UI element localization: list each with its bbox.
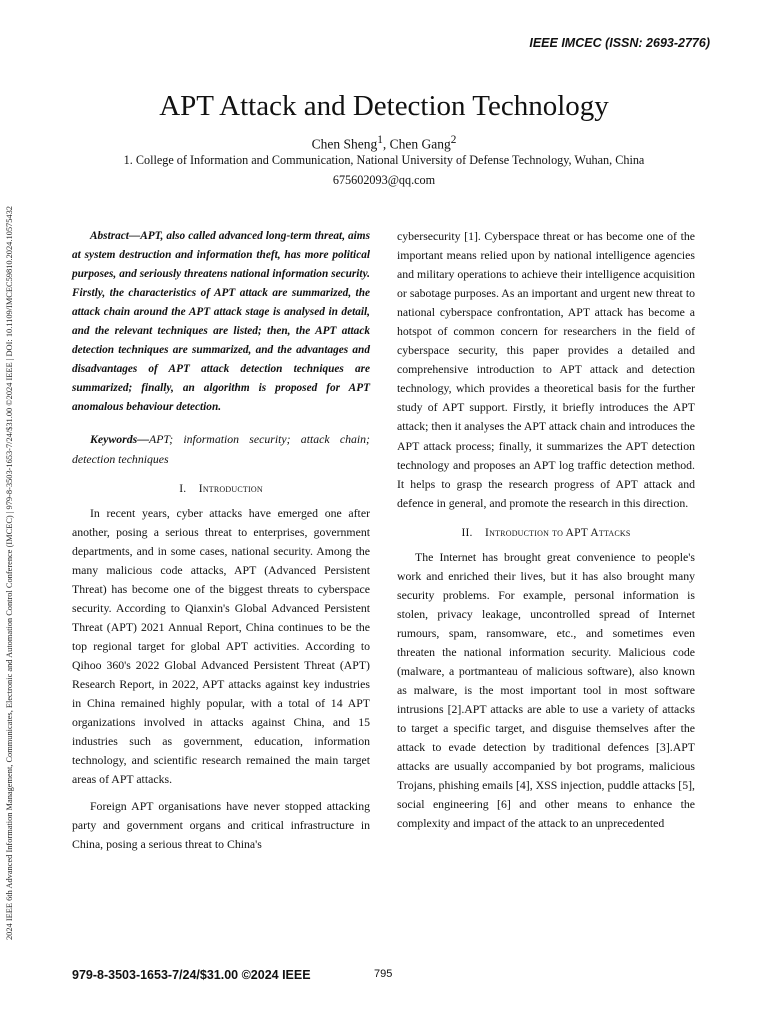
section-heading: II. Introduction to APT Attacks (461, 525, 631, 539)
abstract-head: Abstract— (90, 230, 141, 242)
author-name: Chen Sheng (311, 136, 378, 152)
affiliation: 1. College of Information and Communication, National University of Defense Technology, Wuhan, China (123, 153, 645, 167)
right-column (397, 227, 695, 833)
author-affil-mark: 1 (377, 134, 383, 146)
footer-copyright: 979-8-3503-1653-7/24/$31.00 ©2024 IEEE (72, 968, 311, 982)
body-paragraph: The Internet has brought great convenience to people's work and enriched their lives, but it has also brought many security problems. For example, personal information is stolen, privacy leakage, uncontrolled spread of Internet rumours, spam, ransomware, etc., and sometimes even threaten the national information security. Malicious code (malware, a portmanteau of malicious software), also known as malware, is the most important tool in most software intrusions [2].APT attacks are able to use a variety of attacks to target a specific target, and disguise themselves after the attack to evade detection by traditional defences [3].APT attacks are usually accompanied by bot programs, malicious Trojans, phishing emails [4], XSS injection, puddle attacks [5], social engineering [6] and other means to enhance the complexity and impact of the attack to an unprecedented (397, 549, 695, 831)
left-column (72, 227, 370, 854)
keywords (72, 430, 370, 468)
abstract-text: APT, also called advanced long-term threat, aims at system destruction and information theft, has more political purposes, and seriously threatens national information security. Firstly, the characteristics of APT attack are summarized, the attack chain around the APT attack stage is analysed in detail, and the relevant techniques are listed; then, the APT attack detection techniques are summarized, and the advantages and disadvantages of APT attack detection techniques are summarized; finally, an algorithm is proposed for APT anomalous behaviour detection. (72, 230, 370, 414)
body-paragraph: Foreign APT organisations have never stopped attacking party and government organs and critical infrastructure in China, posing a serious threat to China's (72, 799, 370, 852)
body-paragraph: In recent years, cyber attacks have emerged one after another, posing a serious threat to enterprises, government departments, and in some cases, national security. Among the many malicious code attacks, APT (Advanced Persistent Threat) has become one of the biggest threats to cyberspace security. According to Qianxin's Global Advanced Persistent Threat (APT) 2021 Annual Report, China continues to be the top regional target for global APT activities. According to Qihoo 360's 2022 Global Advanced Persistent Threat (APT) Research Report, in 2022, APT attacks against key industries in China remained highly popular, with a total of 14 APT organizations involved in attacks against China, and 15 industries such as government, education, information technology, and scientific research remained the main target areas of APT attacks. (72, 505, 370, 787)
author-email: 675602093@qq.com (332, 173, 436, 187)
keywords-text: APT; information security; attack chain; detection techniques (72, 432, 370, 466)
journal-header: IEEE IMCEC (ISSN: 2693-2776) (529, 36, 710, 50)
author-name: Chen Gang (389, 136, 451, 152)
keywords-head: Keywords— (90, 432, 149, 447)
paper-title: APT Attack and Detection Technology (159, 90, 609, 122)
body-paragraph: cybersecurity [1]. Cyberspace threat or has become one of the important means relied upon by national intelligence agencies and military operations to achieve their intelligence acquisition or sabotage purposes. As an important and urgent new threat to national cyberspace confrontation, APT attack has become a hotspot of common concern for researchers in the field of cyberspace security, this paper provides a detailed and comprehensive introduction to APT attack and detection technology, which provides a theoretical basis for the further study of APT support. Firstly, it briefly introduces the APT attack; then it analyses the APT attack chain and introduces the APT attack process; finally, it summarizes the APT detection technology and proposes an APT log traffic detection method. It helps to grasp the research progress of APT attack and defence in general, and promote the research in this direction. (397, 229, 695, 510)
page-number: 795 (374, 968, 393, 980)
section-heading: I. Introduction (179, 481, 263, 495)
abstract (72, 227, 370, 417)
doi-sidebar: 2024 IEEE 6th Advanced Information Management, Communicates, Electronic and Automation Control Conference (IMCEC) | 979-8-3503-1653-7/24/$31.00 ©2024 IEEE | DOI: 10.1109/IMCEC59810.2024.10575432 (5, 206, 14, 940)
author-affil-mark: 2 (450, 134, 457, 146)
author-separator: , (382, 136, 390, 152)
